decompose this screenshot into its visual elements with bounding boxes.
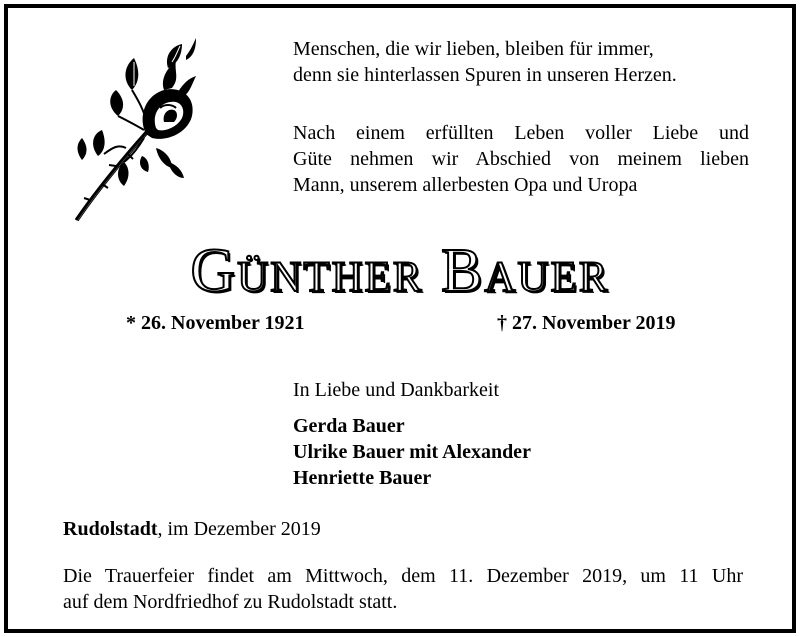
- deceased-name: Günther Bauer: [190, 237, 610, 305]
- place-town: Rudolstadt: [63, 518, 158, 540]
- farewell-line: Nach einem erfüllten Leben voller Liebe und: [293, 122, 749, 144]
- mourner-name: Henriette Bauer: [293, 467, 432, 489]
- place-date: , im Dezember 2019: [157, 518, 321, 540]
- service-line: auf dem Nordfriedhof zu Rudolstadt statt.: [63, 591, 398, 613]
- mourners-list: [293, 413, 531, 491]
- memorial-verse: [293, 36, 753, 88]
- farewell-line: Güte nehmen wir Abschied von meinem lieben: [293, 148, 749, 170]
- service-line: Die Trauerfeier findet am Mittwoch, dem 11. Dezember 2019, um 11 Uhr: [63, 565, 743, 587]
- death-date: † 27. November 2019: [497, 312, 676, 334]
- verse-line: denn sie hinterlassen Spuren in unseren Herzen.: [293, 64, 677, 86]
- rose-icon: [68, 38, 198, 228]
- verse-line: Menschen, die wir lieben, bleiben für immer,: [293, 38, 654, 60]
- birth-date: * 26. November 1921: [126, 312, 305, 334]
- place-date-line: [63, 516, 321, 542]
- funeral-service-info: [63, 563, 743, 615]
- farewell-text: [293, 120, 749, 198]
- obituary-notice: [4, 4, 796, 633]
- mourner-name: Ulrike Bauer mit Alexander: [293, 441, 531, 463]
- farewell-line: Mann, unserem allerbesten Opa und Uropa: [293, 174, 638, 196]
- thanks-line: In Liebe und Dankbarkeit: [293, 379, 500, 401]
- mourner-name: Gerda Bauer: [293, 415, 405, 437]
